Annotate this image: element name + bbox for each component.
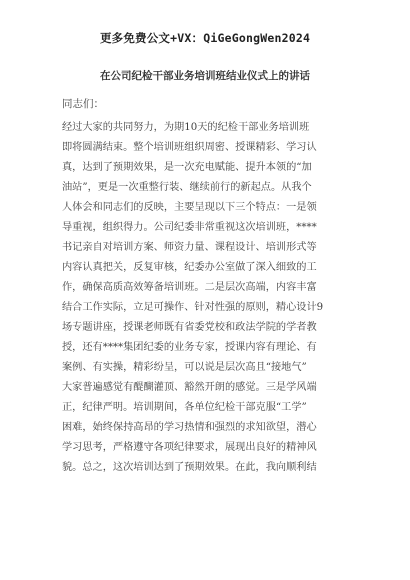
- body-line: 真，达到了预期效果，是一次充电赋能、提升本领的“加: [62, 162, 312, 173]
- salutation: 同志们：: [62, 98, 104, 110]
- body-line: 内容认真把关，反复审核，纪委办公室做了深入细致的工: [62, 262, 317, 273]
- body-line: 人体会和同志们的反映，主要呈现以下三个特点：一是领: [62, 202, 317, 213]
- body-line: 书记亲自对培训方案、师资力量、课程设计、培训形式等: [62, 242, 317, 253]
- body-line: 作，确保高质高效筹备培训班。二是层次高端，内容丰富: [62, 282, 317, 293]
- body-line: 案例、有实操，精彩纷呈，可以说是层次高且“接地气”: [62, 362, 307, 373]
- body-line: 结合工作实际，立足可操作、针对性强的原则，精心设计9: [62, 302, 324, 313]
- promo-banner: 更多免费公文+VX：QiGeGongWen2024: [99, 31, 311, 45]
- body-line: 油站”，更是一次重整行装、继续前行的新起点。从我个: [62, 182, 312, 193]
- body-line: 学习思考，严格遵守各项纪律要求，展现出良好的精神风: [62, 442, 317, 453]
- document-title: 在公司纪检干部业务培训班结业仪式上的讲话: [100, 70, 310, 82]
- body-line: 困难，始终保持高昂的学习热情和强烈的求知欲望，潜心: [62, 422, 317, 433]
- body-line: 正，纪律严明。培训期间，各单位纪检干部克服“工学”: [62, 402, 307, 413]
- body-line: 授，还有****集团纪委的业务专家，授课内容有理论、有: [62, 342, 317, 353]
- body-line: 貌。总之，这次培训达到了预期效果。在此，我向顺利结: [62, 462, 317, 473]
- body-line: 大家普遍感觉有醍醐灌顶、豁然开朗的感觉。三是学风端: [62, 382, 317, 393]
- body-line: 即将圆满结束。整个培训班组织周密、授课精彩、学习认: [62, 142, 317, 153]
- body-line: 导重视，组织得力。公司纪委非常重视这次培训班，****: [62, 222, 317, 233]
- document-body: [62, 118, 352, 478]
- body-line: 经过大家的共同努力，为期10天的纪检干部业务培训班: [62, 122, 310, 133]
- body-line: 场专题讲座，授课老师既有省委党校和政法学院的学者教: [62, 322, 317, 333]
